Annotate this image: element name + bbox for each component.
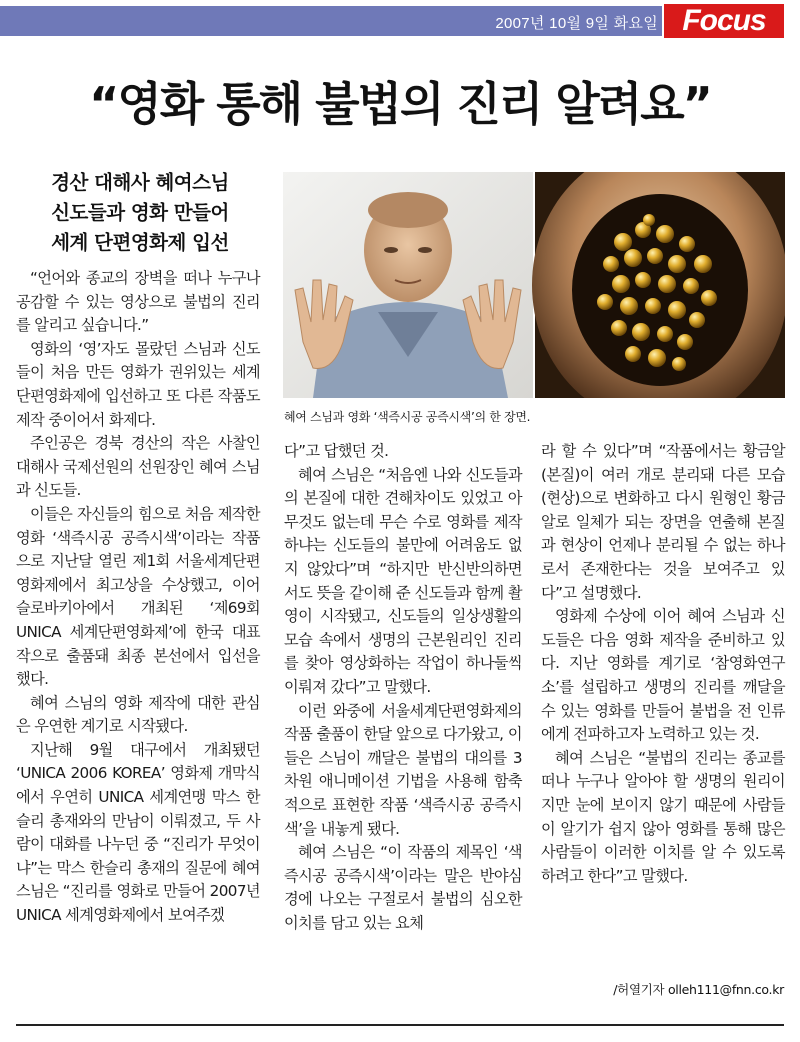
issue-date: 2007년 10월 9일 화요일 <box>495 15 658 32</box>
subhead-line: 신도들과 영화 만들어 <box>51 201 229 224</box>
paragraph: 영화의 ‘영’자도 몰랐던 스님과 신도들이 처음 만든 영화가 권위있는 세계단편영화제에 입선하고 또 다른 작품도 제작 중이어서 화제다. <box>16 339 260 429</box>
paragraph: 혜여 스님은 “처음엔 나와 신도들과의 본질에 대한 견해차이도 있었고 아무것도 없는데 무슨 수로 영화를 제작하냐는 신도들의 불만에 어려움도 없지 않았다”며 “하지만 반신반의하면서도 뜻을 같이해 준 신도들과 함께 촬영이 시작됐고, 신도들의 일상생활의 모습 속에서 생명의 근본원리인 진리를 찾아 영상화하는 작업이 하나둘씩 이뤄져 갔다”고 말했다. <box>284 465 522 696</box>
reporter-byline: /허열기자 olleh111@fnn.co.kr <box>613 982 784 997</box>
article-subhead <box>14 168 266 258</box>
subhead-line: 세계 단편영화제 입선 <box>51 231 229 254</box>
bottom-rule <box>16 1024 784 1026</box>
paragraph: 혜여 스님은 “불법의 진리는 종교를 떠나 누구나 알아야 할 생명의 원리이지만 눈에 보이지 않기 때문에 사람들이 알기가 쉽지 않아 영화를 통해 많은 사람들이 이러한 이치를 알 수 있도록 하려고 한다”고 말했다. <box>541 748 785 885</box>
subhead-line: 경산 대해사 혜여스님 <box>51 171 229 194</box>
photo-image <box>283 172 785 398</box>
photo-caption: 혜여 스님과 영화 ‘색즉시공 공즉시색’의 한 장면. <box>284 410 531 424</box>
section-logo: Focus <box>664 4 784 38</box>
article-headline: “영화 통해 불법의 진리 알려요” <box>89 77 711 131</box>
article-column-1 <box>16 267 260 928</box>
article-photo <box>283 172 785 398</box>
article-column-3 <box>541 440 785 888</box>
paragraph: “언어와 종교의 장벽을 떠나 누구나 공감할 수 있는 영상으로 불법의 진리를 알리고 싶습니다.” <box>16 269 260 335</box>
page-header <box>0 0 800 42</box>
paragraph: 이런 와중에 서울세계단편영화제의 작품 출품이 한달 앞으로 다가왔고, 이들은 스님이 깨달은 불법의 대의를 3차원 애니메이션 기법을 사용해 함축적으로 표현한 작품 ‘색즉시공 공즉시색’을 내놓게 됐다. <box>284 701 522 838</box>
paragraph: 혜여 스님의 영화 제작에 대한 관심은 우연한 계기로 시작됐다. <box>16 693 260 736</box>
paragraph: 이들은 자신들의 힘으로 처음 제작한 영화 ‘색즉시공 공즉시색’이라는 작품으로 지난달 열린 제1회 서울세계단편영화제에서 최고상을 수상했고, 이어 슬로바키아에서 개최된 ‘제69회 UNICA 세계단편영화제’에 한국 대표작으로 출품돼 최종 본선에서 입선을 했다. <box>16 504 260 689</box>
article-column-2 <box>284 440 522 935</box>
paragraph: 주인공은 경북 경산의 작은 사찰인 대해사 국제선원의 선원장인 혜여 스님과 신도들. <box>16 434 260 500</box>
paragraph: 영화제 수상에 이어 혜여 스님과 신도들은 다음 영화 제작을 준비하고 있다. 지난 영화를 계기로 ‘참영화연구소’를 설립하고 생명의 진리를 깨달을 수 있는 영화를 만들어 불법을 전 인류에게 전파하고자 노력하고 있는 것. <box>541 607 785 744</box>
paragraph: 지난해 9월 대구에서 개최됐던 ‘UNICA 2006 KOREA’ 영화제 개막식에서 우연히 UNICA 세계연맹 막스 한슬리 총재와의 만남이 이뤄졌고, 두 사람이 대화를 나누던 중 “진리가 무엇이냐”는 막스 한슬리 총재의 질문에 혜여 스님은 “진리를 영화로 만들어 2007년 UNICA 세계영화제에서 보여주겠 <box>16 740 260 925</box>
paragraph: 다”고 답했던 것. <box>284 442 389 460</box>
paragraph: 라 할 수 있다”며 “작품에서는 황금알(본질)이 여러 개로 분리돼 다른 모습(현상)으로 변화하고 다시 원형인 황금알로 일체가 되는 장면을 연출해 본질과 현상이 언제나 분리될 수 없는 하나로서 존재한다는 것을 보여주고 있다”고 설명했다. <box>541 442 785 602</box>
paragraph: 혜여 스님은 “이 작품의 제목인 ‘색즉시공 공즉시색’이라는 말은 반야심경에 나오는 구절로서 불법의 심오한 이치를 담고 있는 요체 <box>284 843 522 932</box>
